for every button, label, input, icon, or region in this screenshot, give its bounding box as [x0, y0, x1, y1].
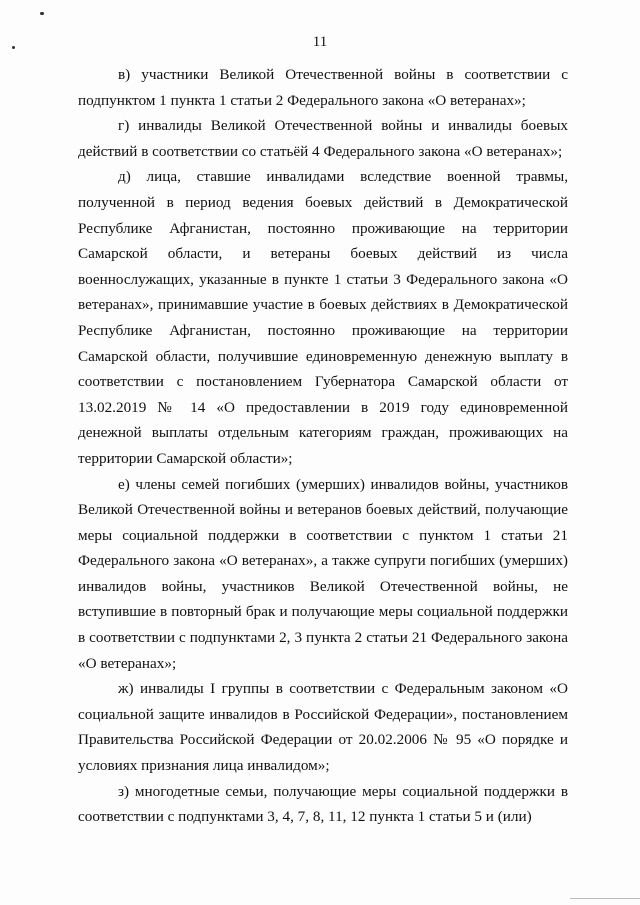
body-text — [78, 62, 568, 830]
paragraph-g: г) инвалиды Великой Отечественной войны и инвалиды боевых действий в соответствии со статьёй 4 Федерального закона «О ветеранах»; — [78, 117, 568, 160]
paragraph-v: в) участники Великой Отечественной войны в соответствии с подпунктом 1 пункта 1 статьи 2 Федерального закона «О ветеранах»; — [78, 66, 568, 109]
page-number: 11 — [312, 34, 328, 50]
paragraph-zh: ж) инвалиды I группы в соответствии с Федеральным законом «О социальной защите инвалидов в Российской Федерации», постановлением Правительства Российской Федерации от 20.02.2006 № 95 «О порядке и условиях признания лица инвалидом»; — [78, 680, 568, 775]
scan-artifact-line — [570, 898, 640, 899]
paragraph-z: з) многодетные семьи, получающие меры социальной поддержки в соответствии с подпунктами 3, 4, 7, 8, 11, 12 пункта 1 статьи 5 и (или) — [78, 782, 568, 826]
scan-speck — [40, 12, 44, 15]
paragraph-e: е) члены семей погибших (умерших) инвалидов войны, участников Великой Отечественной войны и ветеранов боевых действий, получающие меры социальной поддержки в соответствии с пунктом 1 статьи 21 Федерального закона «О ветеранах», а также супруги погибших (умерших) инвалидов войны, участников Великой Отечественной войны, не вступившие в повторный брак и получающие меры социальной поддержки в соответствии с подпунктами 2, 3 пункта 2 статьи 21 Федерального закона «О ветеранах»; — [78, 475, 568, 672]
paragraph-d: д) лица, ставшие инвалидами вследствие военной травмы, полученной в период ведения боевых действий в Демократической Республике Афганистан, постоянно проживающие на территории Самарской области, и ветераны боевых действий из числа военнослужащих, указанные в пункте 1 статьи 3 Федерального закона «О ветеранах», принимавшие участие в боевых действиях в Демократической Республике Афганистан, постоянно проживающие на территории Самарской области, получившие единовременную денежную выплату в соответствии с постановлением Губернатора Самарской области от 13.02.2019 № 14 «О предоставлении в 2019 году единовременной денежной выплаты отдельным категориям граждан, проживающих на территории Самарской области»; — [78, 168, 568, 467]
